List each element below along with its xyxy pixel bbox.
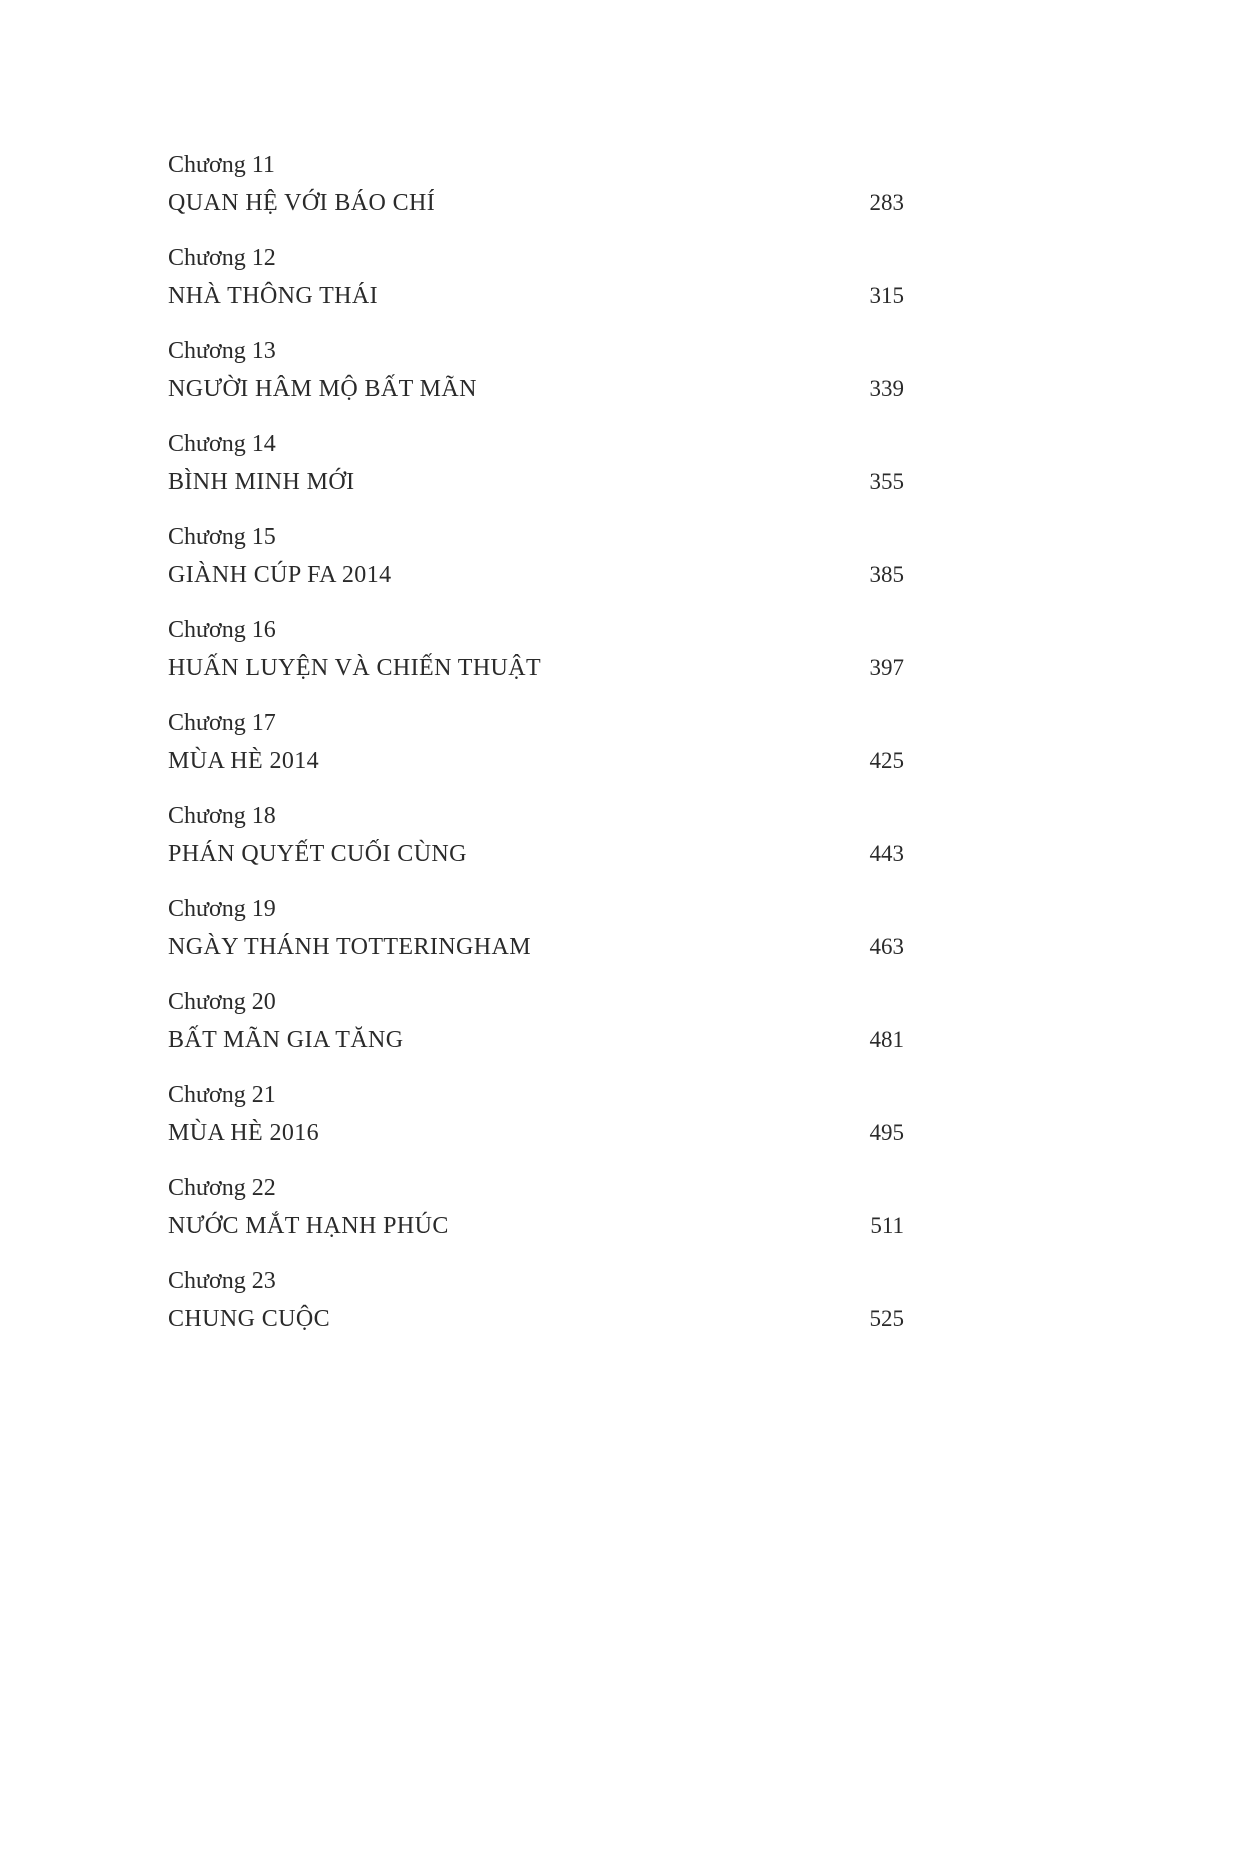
chapter-label: Chương 18 xyxy=(168,803,276,829)
chapter-label: Chương 23 xyxy=(168,1268,276,1294)
chapter-title-line xyxy=(168,184,904,222)
chapter-title-line xyxy=(168,835,904,873)
chapter-page-number: 481 xyxy=(869,1027,904,1052)
chapter-label: Chương 12 xyxy=(168,245,276,271)
toc-entry xyxy=(168,1169,904,1245)
chapter-page-number: 425 xyxy=(869,748,904,773)
chapter-page-number: 283 xyxy=(869,190,904,215)
chapter-page-number: 525 xyxy=(869,1306,904,1331)
chapter-page-number: 339 xyxy=(869,376,904,401)
toc-entry xyxy=(168,797,904,873)
chapter-title-line xyxy=(168,1021,904,1059)
toc-entry xyxy=(168,146,904,222)
chapter-title: BẤT MÃN GIA TĂNG xyxy=(168,1027,404,1053)
chapter-title-line xyxy=(168,370,904,408)
chapter-title-line xyxy=(168,1114,904,1152)
chapter-title-line xyxy=(168,463,904,501)
chapter-page-number: 355 xyxy=(869,469,904,494)
chapter-title-line xyxy=(168,649,904,687)
chapter-label: Chương 19 xyxy=(168,896,276,922)
toc-entry xyxy=(168,704,904,780)
toc-entry xyxy=(168,425,904,501)
toc-entry xyxy=(168,1262,904,1338)
chapter-title: CHUNG CUỘC xyxy=(168,1306,331,1332)
chapter-page-number: 315 xyxy=(869,283,904,308)
chapter-label: Chương 15 xyxy=(168,524,276,550)
chapter-title: GIÀNH CÚP FA 2014 xyxy=(168,562,392,588)
chapter-title: MÙA HÈ 2014 xyxy=(168,748,320,774)
chapter-label: Chương 14 xyxy=(168,431,276,457)
chapter-label: Chương 21 xyxy=(168,1082,276,1108)
toc-entry xyxy=(168,332,904,408)
chapter-label: Chương 16 xyxy=(168,617,276,643)
chapter-page-number: 443 xyxy=(869,841,904,866)
chapter-title-line xyxy=(168,277,904,315)
chapter-page-number: 385 xyxy=(869,562,904,587)
chapter-title: HUẤN LUYỆN VÀ CHIẾN THUẬT xyxy=(168,655,542,681)
chapter-page-number: 495 xyxy=(869,1120,904,1145)
toc-entry xyxy=(168,239,904,315)
chapter-label: Chương 17 xyxy=(168,710,276,736)
chapter-title: NGÀY THÁNH TOTTERINGHAM xyxy=(168,934,531,960)
table-of-contents xyxy=(168,146,904,1355)
toc-entry xyxy=(168,611,904,687)
chapter-title: NƯỚC MẮT HẠNH PHÚC xyxy=(168,1213,449,1239)
chapter-title: NGƯỜI HÂM MỘ BẤT MÃN xyxy=(168,376,477,402)
chapter-title-line xyxy=(168,556,904,594)
toc-entry xyxy=(168,983,904,1059)
chapter-title-line xyxy=(168,1207,904,1245)
chapter-title: PHÁN QUYẾT CUỐI CÙNG xyxy=(168,841,467,867)
chapter-title: QUAN HỆ VỚI BÁO CHÍ xyxy=(168,190,436,216)
chapter-page-number: 463 xyxy=(869,934,904,959)
chapter-label: Chương 11 xyxy=(168,152,275,178)
chapter-title-line xyxy=(168,1300,904,1338)
chapter-page-number: 397 xyxy=(869,655,904,680)
chapter-page-number: 511 xyxy=(870,1213,904,1238)
chapter-title-line xyxy=(168,928,904,966)
chapter-title: NHÀ THÔNG THÁI xyxy=(168,283,379,309)
chapter-label: Chương 20 xyxy=(168,989,276,1015)
chapter-title: BÌNH MINH MỚI xyxy=(168,469,355,495)
toc-entry xyxy=(168,518,904,594)
toc-entry xyxy=(168,1076,904,1152)
chapter-label: Chương 22 xyxy=(168,1175,276,1201)
chapter-title-line xyxy=(168,742,904,780)
chapter-label: Chương 13 xyxy=(168,338,276,364)
chapter-title: MÙA HÈ 2016 xyxy=(168,1120,320,1146)
toc-entry xyxy=(168,890,904,966)
